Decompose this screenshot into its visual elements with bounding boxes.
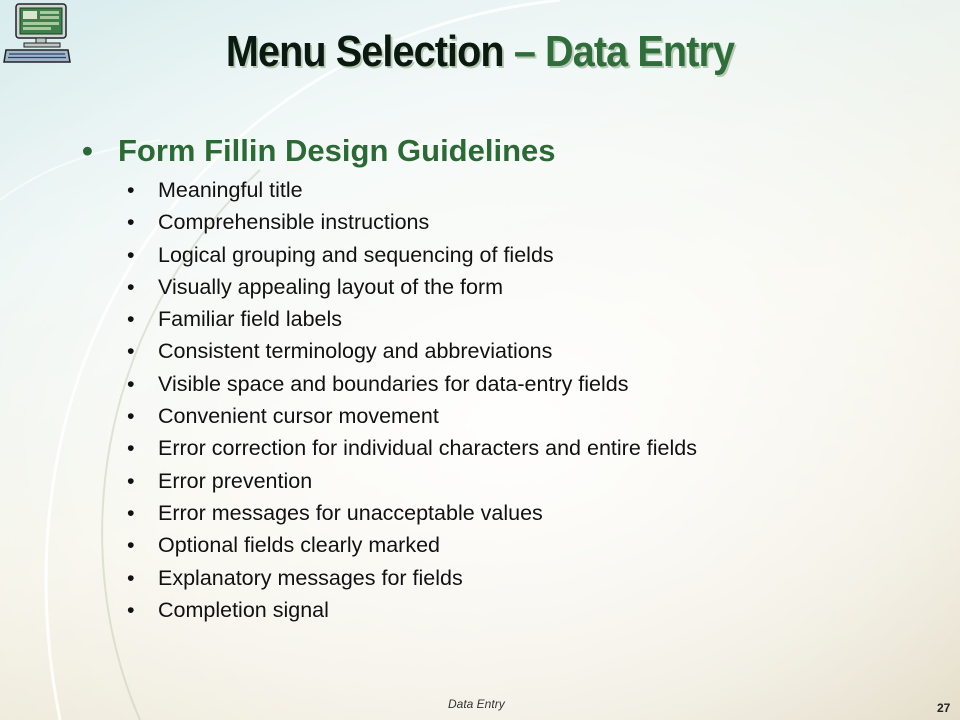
bullet: • [127,565,135,590]
bullet: • [127,436,135,461]
bullet: • [127,274,135,299]
title-part-2: – Data Entry [503,27,735,76]
slide-title [48,26,912,78]
bullet: • [127,371,135,396]
list-item-text: Logical grouping and sequencing of fields [158,242,554,267]
list-item-text: Visually appealing layout of the form [158,274,504,299]
bullet: • [127,404,135,429]
bullet: • [127,242,135,267]
list-item-text: Optional fields clearly marked [158,533,441,558]
bullet: • [127,533,135,558]
section-heading [82,131,556,171]
list-item-text: Meaningful title [158,178,303,202]
bullet: • [127,339,135,364]
list-item-text: Error correction for individual characters and entire fields [158,436,697,461]
list-item-text: Error prevention [158,468,313,493]
bullet: • [127,307,135,332]
list-item-text: Visible space and boundaries for data-entry fields [158,371,629,396]
list-item-text: Error messages for unacceptable values [158,500,543,525]
bullet: • [127,178,135,202]
list-item-text: Consistent terminology and abbreviations [158,339,553,364]
page-number: 27 [937,701,951,715]
heading-text: Form Fillin Design Guidelines [118,133,556,168]
bullet: • [127,210,135,235]
footer-label: Data Entry [448,697,505,711]
list-item-text: Convenient cursor movement [158,404,439,429]
heading-bullet: • [82,133,93,168]
bullet: • [127,597,135,622]
list-item-text: Completion signal [158,597,329,622]
list-item-text: Explanatory messages for fields [158,565,463,590]
title-part-1: Menu Selection [225,27,504,76]
bullet: • [127,500,135,525]
list-item-text: Comprehensible instructions [158,210,430,235]
bullet: • [127,468,135,493]
list-item-text: Familiar field labels [158,307,343,332]
